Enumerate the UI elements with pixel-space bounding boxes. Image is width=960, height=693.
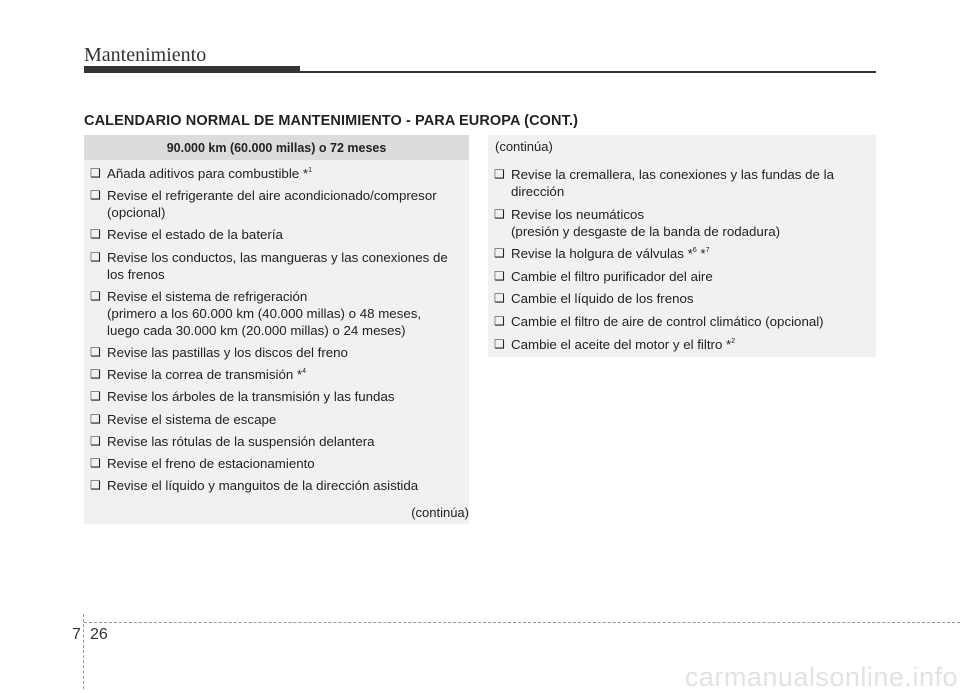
checklist-item xyxy=(494,206,780,240)
checklist-item xyxy=(90,366,306,383)
checklist-item-text: Revise los neumáticos xyxy=(511,206,645,222)
checklist-item xyxy=(494,268,713,285)
checkbox-icon: ❑ xyxy=(90,433,101,448)
checkbox-icon: ❑ xyxy=(90,411,101,426)
checklist-item xyxy=(494,166,834,200)
watermark: carmanualsonline.info xyxy=(684,662,958,692)
checkbox-icon: ❑ xyxy=(90,478,101,493)
footnote-mark: 7 xyxy=(705,247,710,255)
footnote-mark: 2 xyxy=(731,337,736,345)
checkbox-icon: ❑ xyxy=(90,367,101,382)
footnote-mark: 1 xyxy=(308,167,312,174)
maintenance-panel-left xyxy=(84,135,469,524)
checkbox-icon: ❑ xyxy=(90,166,101,180)
checklist-item xyxy=(90,187,437,221)
checklist-item-text: Cambie el líquido de los frenos xyxy=(511,291,694,307)
checklist-item-text: Revise el líquido y manguitos de la dirección asistida xyxy=(107,478,419,494)
checklist-item xyxy=(494,313,824,330)
checklist-item-text: Cambie el filtro purificador del aire xyxy=(511,268,713,284)
checkbox-icon: ❑ xyxy=(90,456,101,470)
checklist-item xyxy=(494,290,694,307)
checklist-item-text: Cambie el filtro de aire de control climático (opcional) xyxy=(511,314,824,329)
header-rule-thin xyxy=(300,71,876,73)
checklist-item-text: Cambie el aceite del motor y el filtro *$^2$ xyxy=(511,336,736,352)
checkbox-icon: ❑ xyxy=(90,288,101,303)
checklist-item-text: Revise las rótulas de la suspensión delantera xyxy=(107,433,375,449)
checklist-item-text: Revise los conductos, las mangueras y las conexiones de xyxy=(107,249,448,265)
checklist-item-text: Revise el sistema de refrigeración xyxy=(107,288,308,304)
footnote-star: * xyxy=(696,246,706,262)
checklist-item xyxy=(90,411,276,428)
checklist-item-text: dirección xyxy=(511,184,565,199)
checklist-item xyxy=(90,165,312,182)
checklist-item-text: Revise el estado de la batería xyxy=(107,227,283,243)
checkbox-icon: ❑ xyxy=(494,336,505,351)
checklist-item xyxy=(90,226,283,243)
page-heading: CALENDARIO NORMAL DE MANTENIMIENTO - PARA EUROPA (CONT.) xyxy=(84,113,579,129)
checklist-item xyxy=(494,245,710,262)
checklist-item-text: Revise el refrigerante del aire acondicionado/compresor xyxy=(107,188,437,204)
checklist-item-text: los frenos xyxy=(107,266,165,282)
header-rule-thick xyxy=(84,66,300,73)
footnote-mark: 6 xyxy=(692,247,697,255)
checklist-item xyxy=(494,336,735,353)
checklist-item xyxy=(90,249,448,283)
checklist-item xyxy=(90,388,395,405)
checklist-item-text: Revise el freno de estacionamiento xyxy=(107,456,315,471)
footnote-mark: 4 xyxy=(302,368,307,376)
checkbox-icon: ❑ xyxy=(494,268,505,283)
checkbox-icon: ❑ xyxy=(90,227,101,242)
maintenance-panel-right xyxy=(488,135,876,357)
checkbox-icon: ❑ xyxy=(90,188,101,203)
checklist-item xyxy=(90,455,315,472)
checkbox-icon: ❑ xyxy=(90,389,101,404)
checklist-item-text: Revise la holgura de válvulas *$^6$ *$^7$ xyxy=(511,246,710,262)
checklist-item-text: (opcional) xyxy=(107,205,166,221)
checklist-item-text: Añada aditivos para combustible *$^1$ xyxy=(107,166,312,181)
checkbox-icon: ❑ xyxy=(90,345,101,359)
checklist-item xyxy=(90,344,348,361)
chapter-number: 7 xyxy=(72,626,81,643)
checklist-item-text: Revise la correa de transmisión *$^4$ xyxy=(107,367,307,383)
checklist-item xyxy=(90,288,421,339)
checkbox-icon: ❑ xyxy=(494,246,505,261)
section-title: Mantenimiento xyxy=(84,44,207,66)
continued-note-left: (continúa) xyxy=(411,505,469,520)
page-number: 26 xyxy=(90,626,108,643)
footer-divider xyxy=(83,614,84,689)
checklist-item xyxy=(90,477,418,494)
checklist-item-text: (presión y desgaste de la banda de rodadura) xyxy=(511,223,781,239)
checklist-item xyxy=(90,433,375,450)
interval-title: 90.000 km (60.000 millas) o 72 meses xyxy=(84,135,469,160)
footer-rule xyxy=(84,622,960,623)
checklist-item-text: luego cada 30.000 km (20.000 millas) o 24 meses) xyxy=(107,322,406,338)
continued-note-right: (continúa) xyxy=(495,139,553,154)
checklist-item-text: Revise los árboles de la transmisión y las fundas xyxy=(107,389,395,405)
checkbox-icon: ❑ xyxy=(494,291,505,306)
checklist-item-text: Revise el sistema de escape xyxy=(107,411,277,427)
checklist-item-text: Revise las pastillas y los discos del freno xyxy=(107,345,348,360)
checklist-item-text: (primero a los 60.000 km (40.000 millas) o 48 meses, xyxy=(107,305,422,321)
checkbox-icon: ❑ xyxy=(494,206,505,221)
checklist-item-text: Revise la cremallera, las conexiones y las fundas de la xyxy=(511,167,834,182)
checkbox-icon: ❑ xyxy=(90,249,101,264)
checkbox-icon: ❑ xyxy=(494,167,505,181)
checkbox-icon: ❑ xyxy=(494,314,505,328)
